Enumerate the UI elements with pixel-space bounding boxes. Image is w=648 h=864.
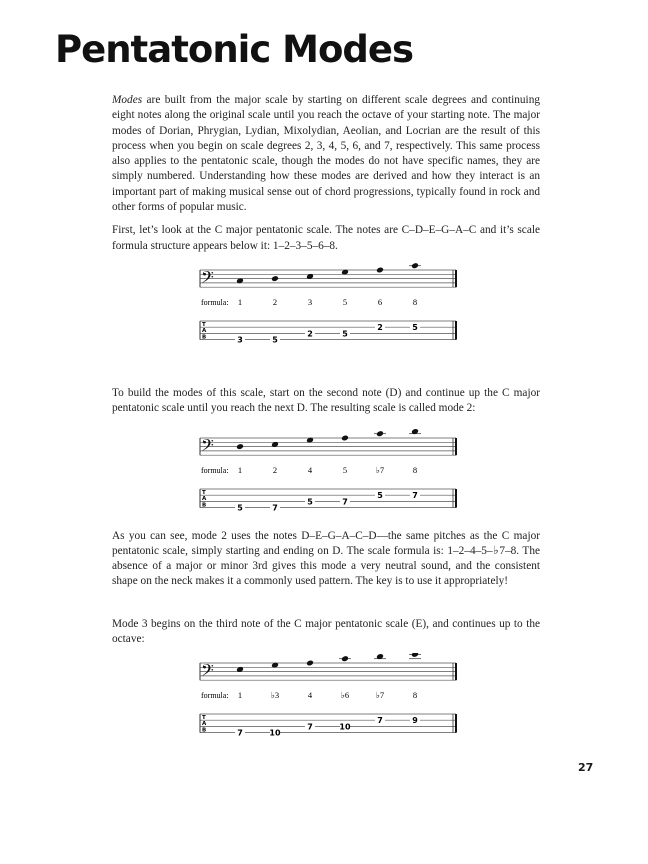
note-head-E4 [411, 653, 419, 658]
tab-fret-number: 3 [237, 335, 243, 345]
tab-clef-letter: B [202, 727, 207, 734]
formula-degree: 1 [237, 296, 243, 307]
tab-fret-number: 7 [307, 722, 313, 732]
formula-degree: 8 [412, 296, 418, 307]
tab-fret-number: 7 [272, 503, 278, 513]
tab-clef-letter: T [202, 715, 206, 722]
example-2-staff [198, 428, 460, 523]
formula-degree: 6 [377, 296, 383, 307]
formula-degree: ♭7 [375, 690, 385, 701]
formula-degree: ♭6 [340, 690, 350, 701]
tab-fret-number: 9 [412, 716, 418, 726]
intro-paragraph [112, 93, 540, 215]
note-head-A3 [376, 267, 384, 274]
formula-degree: 8 [412, 464, 418, 475]
example-3-staff [198, 653, 460, 748]
mode2-explanation-paragraph: As you can see, mode 2 uses the notes D–E–G–A–C–D—the same pitches as the C major pentatonic scale, simply starting and ending on D. The scale formula is: 1–2–4–5–♭7–8. The absence of a major or minor 3rd gives this mode a very neutral sound, and the consistent shape on the neck makes it a commonly used pattern. The key is to use it appropriately! [112, 529, 540, 588]
formula-label: formula: [201, 465, 229, 475]
formula-label: formula: [201, 297, 229, 307]
tab-fret-number: 7 [342, 496, 348, 506]
formula-degree: 5 [342, 296, 348, 307]
tab-fret-number: 2 [307, 329, 313, 339]
tab-clef-letter: B [202, 501, 207, 508]
bass-clef-icon: 𝄢 [201, 434, 214, 459]
note-head-A3 [341, 434, 349, 441]
formula-degree: 2 [272, 464, 278, 475]
modes-term: Modes [112, 94, 143, 106]
tab-fret-number: 5 [237, 503, 243, 513]
tab-fret-number: 10 [269, 728, 281, 738]
tab-fret-number: 5 [342, 329, 348, 339]
page-number: 27 [578, 761, 594, 774]
note-head-D3 [236, 443, 244, 450]
page-title: Pentatonic Modes [55, 28, 413, 71]
formula-degree: 5 [342, 464, 348, 475]
tab-fret-number: 7 [237, 728, 243, 738]
note-head-C4 [411, 262, 419, 269]
bass-clef-icon: 𝄢 [201, 267, 214, 292]
note-head-A3 [306, 660, 314, 667]
tab-fret-number: 5 [377, 490, 383, 500]
formula-degree: 4 [307, 690, 313, 701]
formula-degree: 8 [412, 690, 418, 701]
formula-degree: 1 [237, 690, 243, 701]
note-head-D3 [271, 275, 279, 282]
tab-fret-number: 10 [339, 722, 351, 732]
tab-fret-number: 7 [377, 716, 383, 726]
tab-fret-number: 7 [412, 490, 418, 500]
tab-clef-letter: B [202, 334, 207, 341]
formula-label: formula: [201, 691, 229, 701]
formula-degree: 2 [272, 296, 278, 307]
tab-clef-letter: A [202, 721, 207, 728]
tab-clef-letter: T [202, 489, 206, 496]
bass-clef-icon: 𝄢 [201, 660, 214, 685]
note-head-C4 [341, 656, 349, 663]
intro-text: are built from the major scale by starting on different scale degrees and continuing eight notes along the original scale until you reach the octave of your starting note. The major modes of Dorian, Phrygian, Lydian, Mixolydian, Aeolian, and Locrian are the result of this process when you begin on scale degrees 2, 3, 4, 5, 6, and 7, respectively. This same process also applies to the pentatonic scale, though the modes do not have specific names, they are simply numbered. Understanding how these modes are derived and how they interact is an important part of making musical sense out of chord progressions, typically found in rock and other forms of popular music. [112, 94, 540, 214]
note-head-C4 [376, 430, 384, 437]
formula-degree: 1 [237, 464, 243, 475]
body-column [112, 93, 540, 748]
example-1-staff [198, 260, 460, 355]
mode3-paragraph: Mode 3 begins on the third note of the C major pentatonic scale (E), and continues up to the octave: [112, 617, 540, 646]
formula-degree: 4 [307, 464, 313, 475]
tab-fret-number: 2 [377, 323, 383, 333]
tab-fret-number: 5 [307, 496, 313, 506]
c-major-paragraph: First, let’s look at the C major pentatonic scale. The notes are C–D–E–G–A–C and it’s scale formula structure appears below it: 1–2–3–5–6–8. [112, 224, 540, 252]
tab-clef-letter: T [202, 321, 206, 328]
formula-degree: ♭3 [270, 690, 280, 701]
tab-clef-letter: A [202, 495, 207, 502]
formula-degree: 3 [307, 296, 313, 307]
mode2-paragraph: To build the modes of this scale, start on the second note (D) and continue up the C major pentatonic scale until you reach the next D. The resulting scale is called mode 2: [112, 386, 540, 415]
tab-fret-number: 5 [412, 323, 418, 333]
tab-clef-letter: A [202, 328, 207, 335]
formula-degree: ♭7 [375, 464, 385, 475]
tab-fret-number: 5 [272, 335, 278, 345]
